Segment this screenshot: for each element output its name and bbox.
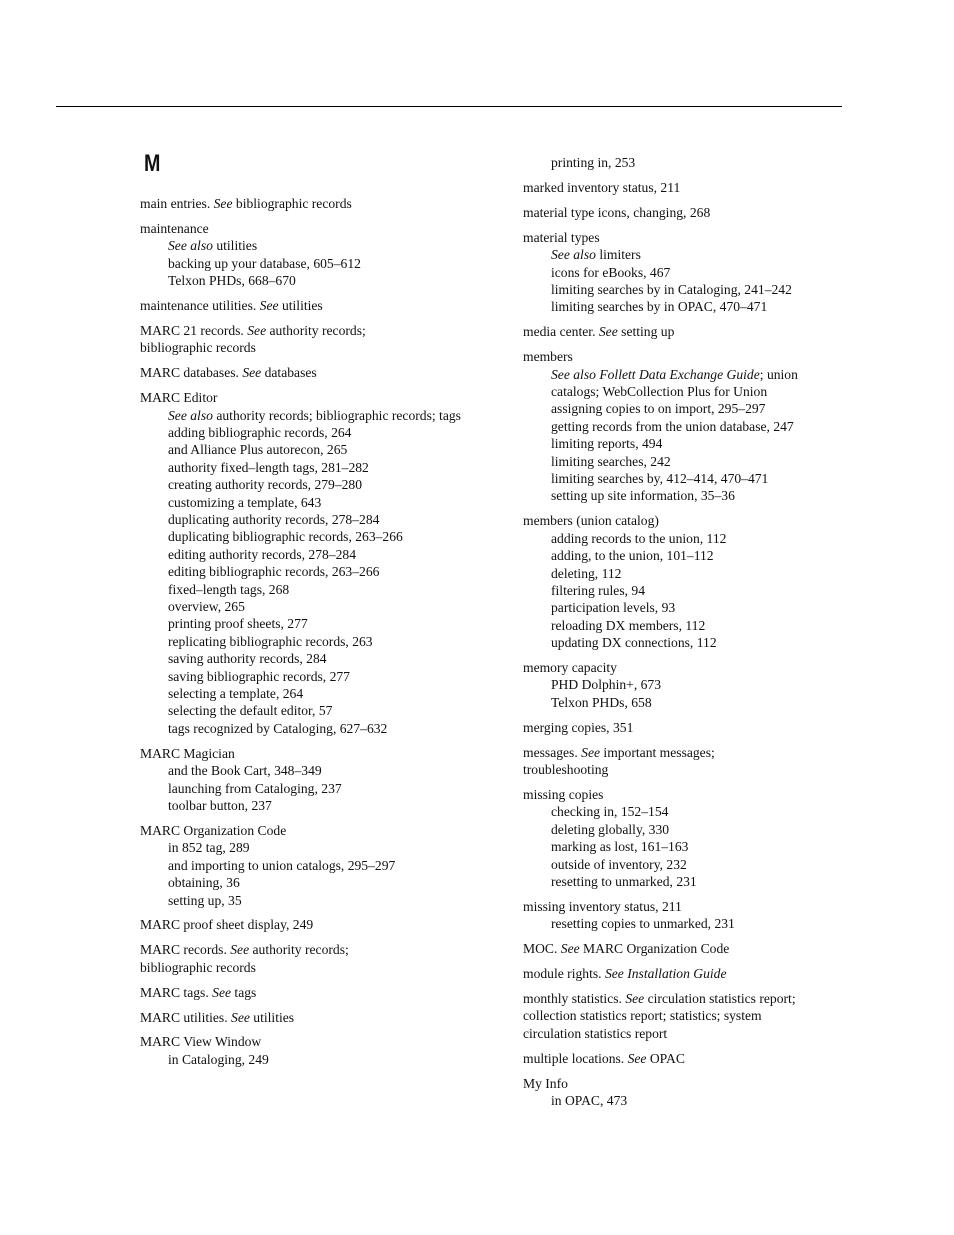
index-heading: MARC View Window: [140, 1034, 262, 1050]
index-entry: [523, 898, 843, 933]
index-subentry: PHD Dolphin+, 673: [551, 677, 662, 693]
index-heading: MARC Editor: [140, 390, 218, 406]
index-subentry: getting records from the union database, 247: [551, 418, 794, 434]
index-heading: members: [523, 349, 573, 365]
index-subentry: overview, 265: [168, 599, 245, 615]
index-heading: members (union catalog): [523, 513, 659, 529]
index-entry: [140, 1009, 470, 1026]
index-subentry: saving bibliographic records, 277: [168, 668, 350, 684]
index-entry: [523, 323, 843, 340]
index-entry: [140, 364, 470, 381]
index-subentry: limiting searches by in OPAC, 470–471: [551, 299, 768, 315]
index-heading: MOC. See MARC Organization Code: [523, 941, 730, 957]
index-entry: [523, 512, 843, 651]
index-subentry: in 852 tag, 289: [168, 840, 250, 856]
index-entry: [140, 1033, 470, 1068]
index-heading: MARC Magician: [140, 745, 235, 761]
index-subentry: outside of inventory, 232: [551, 856, 687, 872]
index-column-right: [523, 154, 843, 1117]
index-subentry: editing authority records, 278–284: [168, 546, 357, 562]
index-entry: [140, 389, 470, 737]
index-subentry: fixed–length tags, 268: [168, 581, 290, 597]
index-entry: [523, 348, 843, 505]
index-heading: merging copies, 351: [523, 719, 634, 735]
index-entry: [523, 990, 843, 1042]
index-heading: monthly statistics. See circulation statistics report; collection statistics report; statistics; system circulation statistics report: [523, 991, 796, 1041]
index-heading: messages. See important messages; troubleshooting: [523, 744, 715, 778]
index-entry: [523, 719, 843, 736]
index-entry: [523, 659, 843, 711]
index-subentry: See also limiters: [551, 247, 641, 263]
index-subentry: See also authority records; bibliographic records; tags: [168, 407, 461, 423]
index-subentry: filtering rules, 94: [551, 582, 646, 598]
index-subentry: icons for eBooks, 467: [551, 264, 671, 280]
index-subentry: See also utilities: [168, 238, 258, 254]
index-heading: maintenance utilities. See utilities: [140, 298, 323, 314]
index-heading: MARC records. See authority records; bibliographic records: [140, 942, 349, 975]
index-heading: missing copies: [523, 787, 604, 802]
index-entry: [140, 322, 470, 357]
index-subentry: selecting the default editor, 57: [168, 703, 333, 719]
index-subentry: updating DX connections, 112: [551, 635, 717, 651]
index-subentry: printing proof sheets, 277: [168, 616, 308, 632]
index-subentry: creating authority records, 279–280: [168, 477, 363, 493]
index-entry: [523, 786, 843, 890]
index-entry: [523, 1075, 843, 1110]
index-subentry: replicating bibliographic records, 263: [168, 633, 373, 649]
index-subentry: and Alliance Plus autorecon, 265: [168, 442, 348, 458]
index-entry: [140, 984, 470, 1001]
index-subentry: in OPAC, 473: [551, 1093, 628, 1109]
index-subentry: participation levels, 93: [551, 600, 676, 616]
index-subentry: backing up your database, 605–612: [168, 255, 361, 271]
index-subentry: authority fixed–length tags, 281–282: [168, 459, 369, 475]
index-heading: marked inventory status, 211: [523, 179, 681, 195]
index-entry: [523, 744, 843, 779]
index-subentry: printing in, 253: [551, 155, 636, 170]
index-subentry: editing bibliographic records, 263–266: [168, 564, 380, 580]
section-letter: M: [144, 150, 160, 177]
index-subentry: marking as lost, 161–163: [551, 839, 689, 855]
index-heading: missing inventory status, 211: [523, 898, 682, 914]
index-subentry: obtaining, 36: [168, 875, 240, 891]
index-column-left: [140, 195, 470, 1076]
index-entry: [140, 916, 470, 933]
index-entry: [523, 179, 843, 196]
index-entry: [523, 154, 843, 171]
index-subentry: duplicating authority records, 278–284: [168, 512, 380, 527]
index-entry: [140, 941, 470, 976]
index-heading: material types: [523, 229, 600, 245]
index-entry: [140, 195, 470, 212]
index-subentry: and importing to union catalogs, 295–297: [168, 857, 396, 873]
index-subentry: limiting reports, 494: [551, 436, 663, 452]
index-entry: [523, 940, 843, 957]
index-subentry: deleting, 112: [551, 565, 622, 581]
index-heading: module rights. See Installation Guide: [523, 966, 727, 982]
index-heading: MARC proof sheet display, 249: [140, 917, 314, 933]
index-heading: material type icons, changing, 268: [523, 204, 711, 220]
index-subentry: saving authority records, 284: [168, 651, 327, 667]
index-heading: My Info: [523, 1075, 568, 1091]
index-entry: [523, 965, 843, 982]
index-heading: main entries. See bibliographic records: [140, 196, 352, 211]
index-subentry: reloading DX members, 112: [551, 617, 706, 633]
index-heading: MARC databases. See databases: [140, 365, 317, 381]
index-heading: MARC utilities. See utilities: [140, 1009, 295, 1025]
index-subentry: tags recognized by Cataloging, 627–632: [168, 720, 388, 736]
index-heading: MARC tags. See tags: [140, 984, 257, 1000]
index-subentry: duplicating bibliographic records, 263–266: [168, 529, 403, 545]
index-subentry: adding, to the union, 101–112: [551, 548, 714, 564]
index-subentry: See also Follett Data Exchange Guide; union catalogs; WebCollection Plus for Union: [551, 366, 798, 399]
index-subentry: customizing a template, 643: [168, 494, 322, 510]
index-entry: [140, 297, 470, 314]
index-heading: multiple locations. See OPAC: [523, 1050, 685, 1066]
index-entry: [140, 822, 470, 909]
index-subentry: setting up site information, 35–36: [551, 488, 735, 504]
index-entry: [523, 204, 843, 221]
index-heading: media center. See setting up: [523, 324, 675, 340]
index-subentry: adding bibliographic records, 264: [168, 424, 352, 440]
index-entry: [140, 220, 470, 290]
index-subentry: Telxon PHDs, 658: [551, 694, 652, 710]
index-subentry: assigning copies to on import, 295–297: [551, 401, 766, 417]
index-heading: memory capacity: [523, 660, 617, 676]
index-subentry: selecting a template, 264: [168, 686, 304, 702]
index-subentry: launching from Cataloging, 237: [168, 780, 342, 796]
index-heading: MARC 21 records. See authority records; bibliographic records: [140, 322, 366, 356]
index-subentry: Telxon PHDs, 668–670: [168, 273, 296, 289]
index-entry: [523, 1050, 843, 1067]
index-subentry: deleting globally, 330: [551, 821, 670, 837]
index-subentry: checking in, 152–154: [551, 804, 669, 820]
index-subentry: limiting searches by, 412–414, 470–471: [551, 471, 769, 486]
index-subentry: resetting copies to unmarked, 231: [551, 916, 735, 932]
index-subentry: resetting to unmarked, 231: [551, 874, 697, 890]
index-subentry: in Cataloging, 249: [168, 1051, 269, 1067]
index-entry: [140, 745, 470, 815]
index-heading: MARC Organization Code: [140, 822, 287, 838]
index-subentry: toolbar button, 237: [168, 798, 272, 813]
header-rule: [56, 106, 842, 107]
index-subentry: limiting searches, 242: [551, 453, 671, 469]
index-subentry: limiting searches by in Cataloging, 241–242: [551, 281, 792, 297]
index-subentry: adding records to the union, 112: [551, 530, 727, 546]
index-subentry: and the Book Cart, 348–349: [168, 763, 322, 779]
index-heading: maintenance: [140, 220, 209, 236]
index-entry: [523, 229, 843, 316]
index-subentry: setting up, 35: [168, 892, 242, 908]
